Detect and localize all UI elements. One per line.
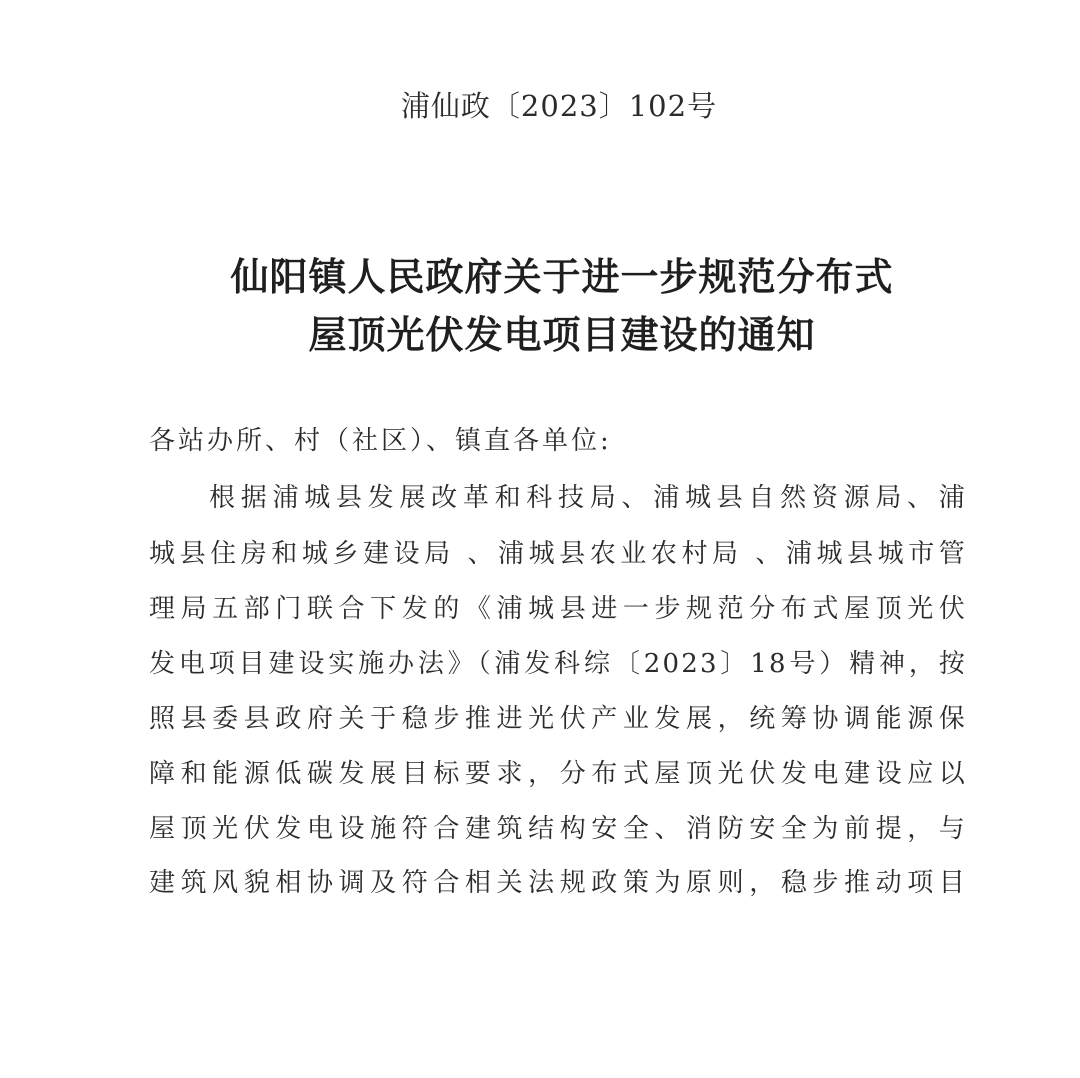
salutation: 各站办所、村（社区）、镇直各单位: <box>149 426 612 456</box>
body-line-8: 建筑风貌相协调及符合相关法规政策为原则，稳步推动项目 <box>149 868 967 898</box>
body-line-5: 照县委县政府关于稳步推进光伏产业发展，统筹协调能源保 <box>149 704 967 734</box>
document-title-line-2: 屋顶光伏发电项目建设的通知 <box>308 312 816 357</box>
document-title-line-1: 仙阳镇人民政府关于进一步规范分布式 <box>230 254 894 299</box>
body-line-7: 屋顶光伏发电设施符合建筑结构安全、消防安全为前提，与 <box>149 814 967 844</box>
body-line-4: 发电项目建设实施办法》（浦发科综〔2023〕18号）精神，按 <box>149 649 967 679</box>
body-line-6: 障和能源低碳发展目标要求，分布式屋顶光伏发电建设应以 <box>149 759 967 789</box>
body-line-3: 理局五部门联合下发的《浦城县进一步规范分布式屋顶光伏 <box>149 594 967 624</box>
document-number: 浦仙政〔2023〕102号 <box>400 89 718 123</box>
body-line-1: 根据浦城县发展改革和科技局、浦城县自然资源局、浦 <box>209 483 967 513</box>
body-line-2: 城县住房和城乡建设局 、浦城县农业农村局 、浦城县城市管 <box>149 539 967 569</box>
